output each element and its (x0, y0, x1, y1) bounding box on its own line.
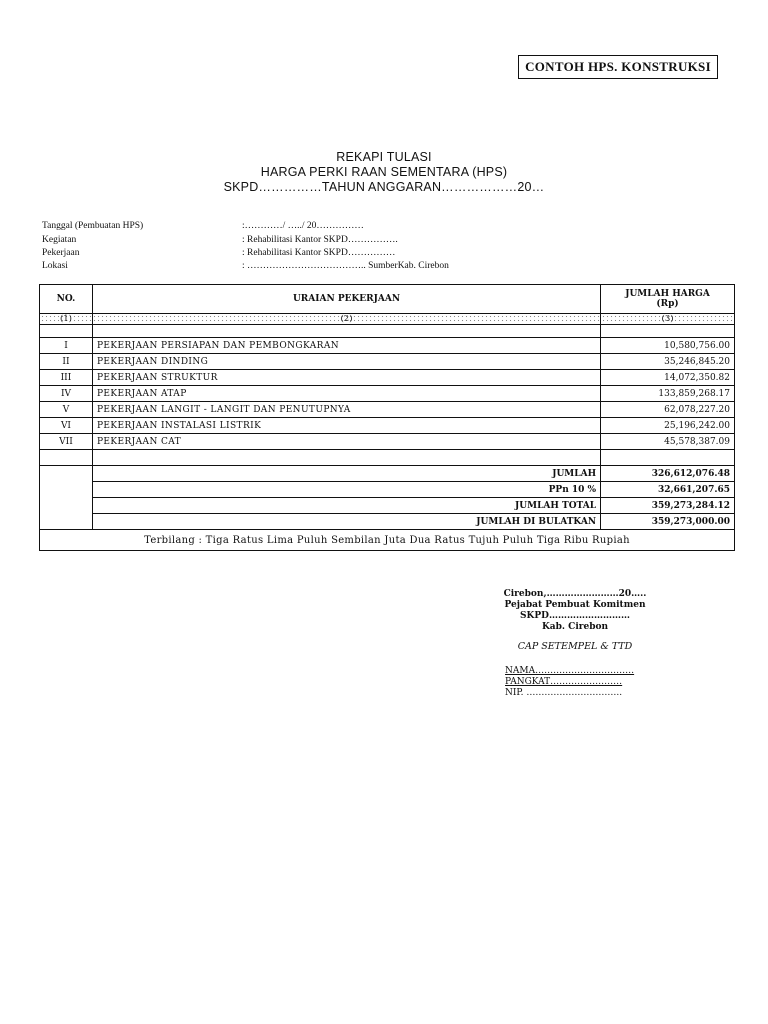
info-label-pekerjaan: Pekerjaan (42, 248, 80, 258)
total-value-jumlah-total: 359,273,284.12 (601, 498, 735, 514)
row-no: VI (40, 418, 93, 434)
table-row (40, 370, 735, 386)
info-label-tanggal: Tanggal (Pembuatan HPS) (42, 221, 144, 231)
total-value-ppn: 32,661,207.65 (601, 482, 735, 498)
signature-role: Pejabat Pembuat Komitmen (504, 600, 646, 610)
signatory-pangkat: PANGKAT…………………… (505, 677, 623, 687)
hps-table (39, 284, 735, 551)
row-no: III (40, 370, 93, 386)
info-value-pekerjaan: : Rehabilitasi Kantor SKPD…………… (242, 248, 396, 258)
row-uraian: PEKERJAAN STRUKTUR (92, 370, 600, 386)
table-row (40, 418, 735, 434)
signatory-details (505, 666, 634, 699)
row-jumlah: 25,196,242.00 (601, 418, 735, 434)
table-row (40, 386, 735, 402)
table-header-row (40, 285, 735, 314)
signature-skpd: SKPD……………………… (520, 611, 630, 621)
document-tag: CONTOH HPS. KONSTRUKSI (518, 55, 718, 79)
total-row (40, 466, 735, 482)
signature-kab: Kab. Cirebon (541, 622, 609, 632)
table-row (40, 434, 735, 450)
row-jumlah: 45,578,387.09 (601, 434, 735, 450)
title-line-2: HARGA PERKI RAAN SEMENTARA (HPS) (260, 165, 508, 179)
row-uraian: PEKERJAAN CAT (92, 434, 600, 450)
index-no: (1) (40, 314, 93, 325)
table-row (40, 402, 735, 418)
total-row (40, 482, 735, 498)
title-line-3: SKPD……………TAHUN ANGGARAN………………20… (223, 180, 545, 194)
index-jumlah: (3) (601, 314, 735, 325)
total-row (40, 514, 735, 530)
row-jumlah: 62,078,227.20 (601, 402, 735, 418)
total-label-jumlah: JUMLAH (92, 466, 600, 482)
header-no: NO. (40, 285, 93, 314)
header-jumlah-line2: (Rp) (656, 299, 679, 309)
table-row (40, 338, 735, 354)
total-value-dibulatkan: 359,273,000.00 (601, 514, 735, 530)
row-jumlah: 35,246,845.20 (601, 354, 735, 370)
row-uraian: PEKERJAAN LANGIT - LANGIT DAN PENUTUPNYA (92, 402, 600, 418)
total-row (40, 498, 735, 514)
info-label-lokasi: Lokasi (42, 261, 68, 271)
signature-block (470, 589, 680, 633)
stamp-placeholder: CAP SETEMPEL & TTD (517, 641, 633, 652)
signature-place-date: Cirebon,……………………20….. (503, 589, 647, 599)
total-label-ppn: PPn 10 % (92, 482, 600, 498)
info-value-lokasi: : ……………………………….. SumberKab. Cirebon (242, 261, 449, 271)
total-label-jumlah-total: JUMLAH TOTAL (92, 498, 600, 514)
signatory-nip: NIP. ………………………….. (505, 688, 623, 698)
row-no: II (40, 354, 93, 370)
row-no: I (40, 338, 93, 354)
index-uraian: (2) (92, 314, 600, 325)
row-jumlah: 133,859,268.17 (601, 386, 735, 402)
row-no: VII (40, 434, 93, 450)
signatory-nama: NAMA…………………………… (505, 666, 635, 676)
table-index-row (40, 314, 735, 325)
row-jumlah: 10,580,756.00 (601, 338, 735, 354)
header-uraian: URAIAN PEKERJAAN (92, 285, 600, 314)
document-title (0, 150, 768, 195)
row-jumlah: 14,072,350.82 (601, 370, 735, 386)
table-spacer-row (40, 325, 735, 338)
terbilang-text: Terbilang : Tiga Ratus Lima Puluh Sembilan Juta Dua Ratus Tujuh Puluh Tiga Ribu Rupiah (40, 530, 735, 551)
info-value-tanggal: :…………/ …../ 20…………… (242, 221, 364, 231)
row-no: V (40, 402, 93, 418)
header-jumlah (601, 285, 735, 314)
row-uraian: PEKERJAAN ATAP (92, 386, 600, 402)
row-uraian: PEKERJAAN DINDING (92, 354, 600, 370)
row-no: IV (40, 386, 93, 402)
row-uraian: PEKERJAAN INSTALASI LISTRIK (92, 418, 600, 434)
info-value-kegiatan: : Rehabilitasi Kantor SKPD……………. (242, 235, 398, 245)
row-uraian: PEKERJAAN PERSIAPAN DAN PEMBONGKARAN (92, 338, 600, 354)
terbilang-row (40, 530, 735, 551)
info-label-kegiatan: Kegiatan (42, 235, 77, 245)
table-row (40, 354, 735, 370)
table-spacer-row (40, 450, 735, 466)
header-jumlah-line1: JUMLAH HARGA (625, 289, 710, 299)
title-line-1: REKAPI TULASI (336, 150, 432, 164)
total-label-dibulatkan: JUMLAH DI BULATKAN (92, 514, 600, 530)
total-value-jumlah: 326,612,076.48 (601, 466, 735, 482)
